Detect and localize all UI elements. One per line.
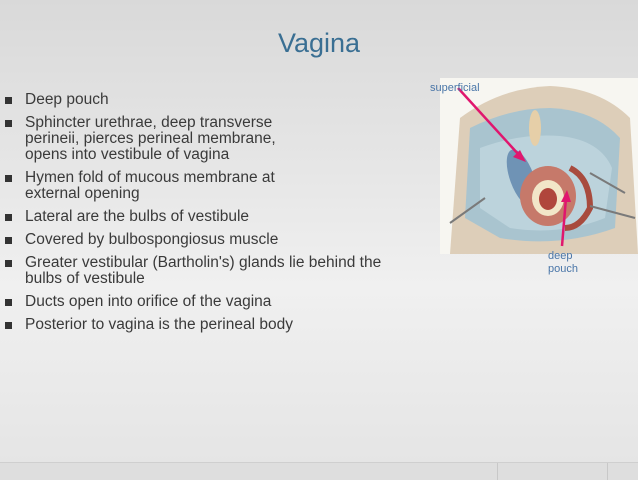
bullet-item bbox=[0, 255, 440, 287]
bullet-text: external opening bbox=[25, 185, 140, 202]
bullet-item bbox=[0, 294, 440, 310]
bullet-text: Greater vestibular (Bartholin's) glands lie behind the bbox=[25, 254, 382, 271]
perineum-drawing bbox=[440, 78, 638, 254]
bullet-list bbox=[0, 92, 440, 340]
bullet-item bbox=[0, 317, 440, 333]
bullet-text: Covered by bulbospongiosus muscle bbox=[25, 231, 279, 248]
bullet-item bbox=[0, 92, 440, 108]
footer-cell bbox=[607, 463, 638, 480]
bullet-text: opens into vestibule of vagina bbox=[25, 146, 230, 163]
bullet-text: Deep pouch bbox=[25, 91, 109, 108]
footer-bar bbox=[0, 462, 638, 480]
bullet-text: Hymen fold of mucous membrane at bbox=[25, 169, 275, 186]
bullet-item bbox=[0, 209, 440, 225]
bullet-text: perineii, pierces perineal membrane, bbox=[25, 130, 276, 147]
bullet-text: Sphincter urethrae, deep transverse bbox=[25, 114, 273, 131]
superficial-label: superficial bbox=[430, 82, 480, 94]
bullet-text: Ducts open into orifice of the vagina bbox=[25, 293, 272, 310]
bullet-item bbox=[0, 115, 440, 163]
footer-cell bbox=[497, 463, 608, 480]
bullet-item bbox=[0, 170, 440, 202]
bullet-text: bulbs of vestibule bbox=[25, 270, 145, 287]
bullet-text: Lateral are the bulbs of vestibule bbox=[25, 208, 250, 225]
anatomy-illustration bbox=[440, 78, 638, 254]
slide-title: Vagina bbox=[277, 28, 361, 58]
deep-pouch-label: deep pouch bbox=[548, 250, 578, 275]
bullet-text: Posterior to vagina is the perineal body bbox=[25, 316, 293, 333]
bullet-item bbox=[0, 232, 440, 248]
